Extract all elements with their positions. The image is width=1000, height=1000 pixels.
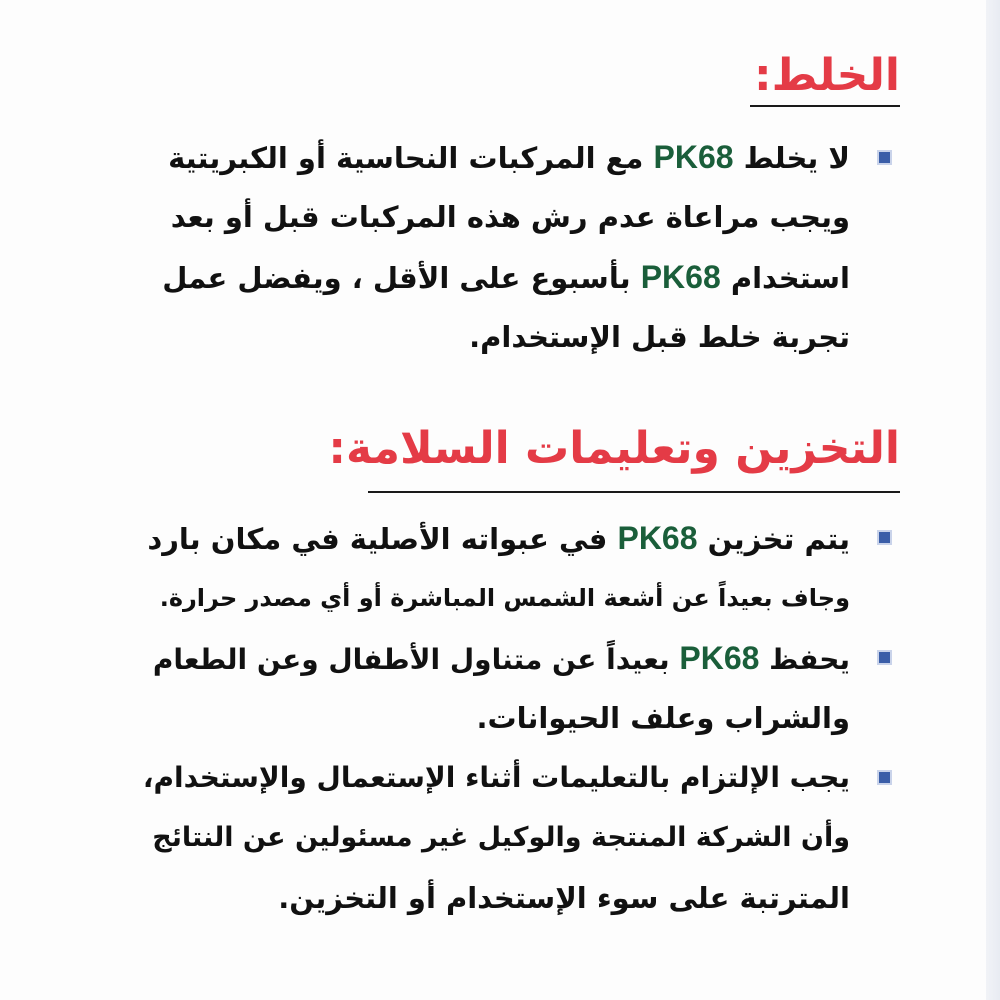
text-segment: المترتبة على سوء الإستخدام أو التخزين.	[278, 881, 850, 915]
paragraph-line	[132, 127, 850, 187]
storage-paragraph-1	[132, 508, 850, 628]
text-segment: يجب الإلتزام بالتعليمات أثناء الإستعمال والإستخدام،	[142, 761, 850, 794]
text-segment: استخدام	[720, 261, 850, 295]
section-title-mixing: الخلط:	[754, 50, 900, 101]
text-segment: يحفظ	[759, 643, 850, 676]
text-segment: وأن الشركة المنتجة والوكيل غير مسئولين عن النتائج	[152, 822, 850, 853]
bullet-square-icon	[877, 650, 892, 665]
text-segment: في عبواته الأصلية في مكان بارد	[147, 522, 618, 556]
paragraph-line	[132, 628, 850, 688]
text-segment: لا يخلط	[733, 141, 850, 175]
product-code: PK68	[640, 259, 721, 295]
paragraph-line	[132, 307, 850, 367]
product-code: PK68	[679, 640, 760, 676]
paragraph-line	[132, 508, 850, 568]
product-code: PK68	[617, 520, 698, 556]
product-code: PK68	[653, 139, 734, 175]
bullet-square-icon	[877, 530, 892, 545]
paragraph-line	[132, 868, 850, 928]
bullet-square-icon	[877, 770, 892, 785]
storage-paragraph-3	[132, 748, 850, 928]
paragraph-line	[132, 808, 850, 868]
paragraph-line	[132, 688, 850, 748]
title-underline-storage	[368, 491, 900, 493]
page-edge-shadow	[986, 0, 1000, 1000]
text-segment: ويجب مراعاة عدم رش هذه المركبات قبل أو بعد	[170, 200, 850, 234]
text-segment: بعيداً عن متناول الأطفال وعن الطعام	[152, 643, 680, 676]
mixing-paragraph	[132, 127, 850, 367]
paragraph-line	[132, 748, 850, 808]
text-segment: مع المركبات النحاسية أو الكبريتية	[168, 141, 654, 175]
text-segment: تجربة خلط قبل الإستخدام.	[469, 320, 850, 354]
section-title-storage-safety: التخزين وتعليمات السلامة:	[328, 423, 900, 474]
text-segment: بأسبوع على الأقل ، ويفضل عمل	[162, 261, 641, 295]
text-segment: يتم تخزين	[697, 522, 850, 556]
paragraph-line	[132, 247, 850, 307]
text-segment: والشراب وعلف الحيوانات.	[476, 701, 850, 735]
text-segment: وجاف بعيداً عن أشعة الشمس المباشرة أو أي مصدر حرارة.	[159, 584, 850, 612]
paragraph-line	[132, 187, 850, 247]
storage-paragraph-2	[132, 628, 850, 748]
title-underline-mixing	[750, 105, 900, 107]
bullet-square-icon	[877, 150, 892, 165]
paragraph-line	[132, 568, 850, 628]
